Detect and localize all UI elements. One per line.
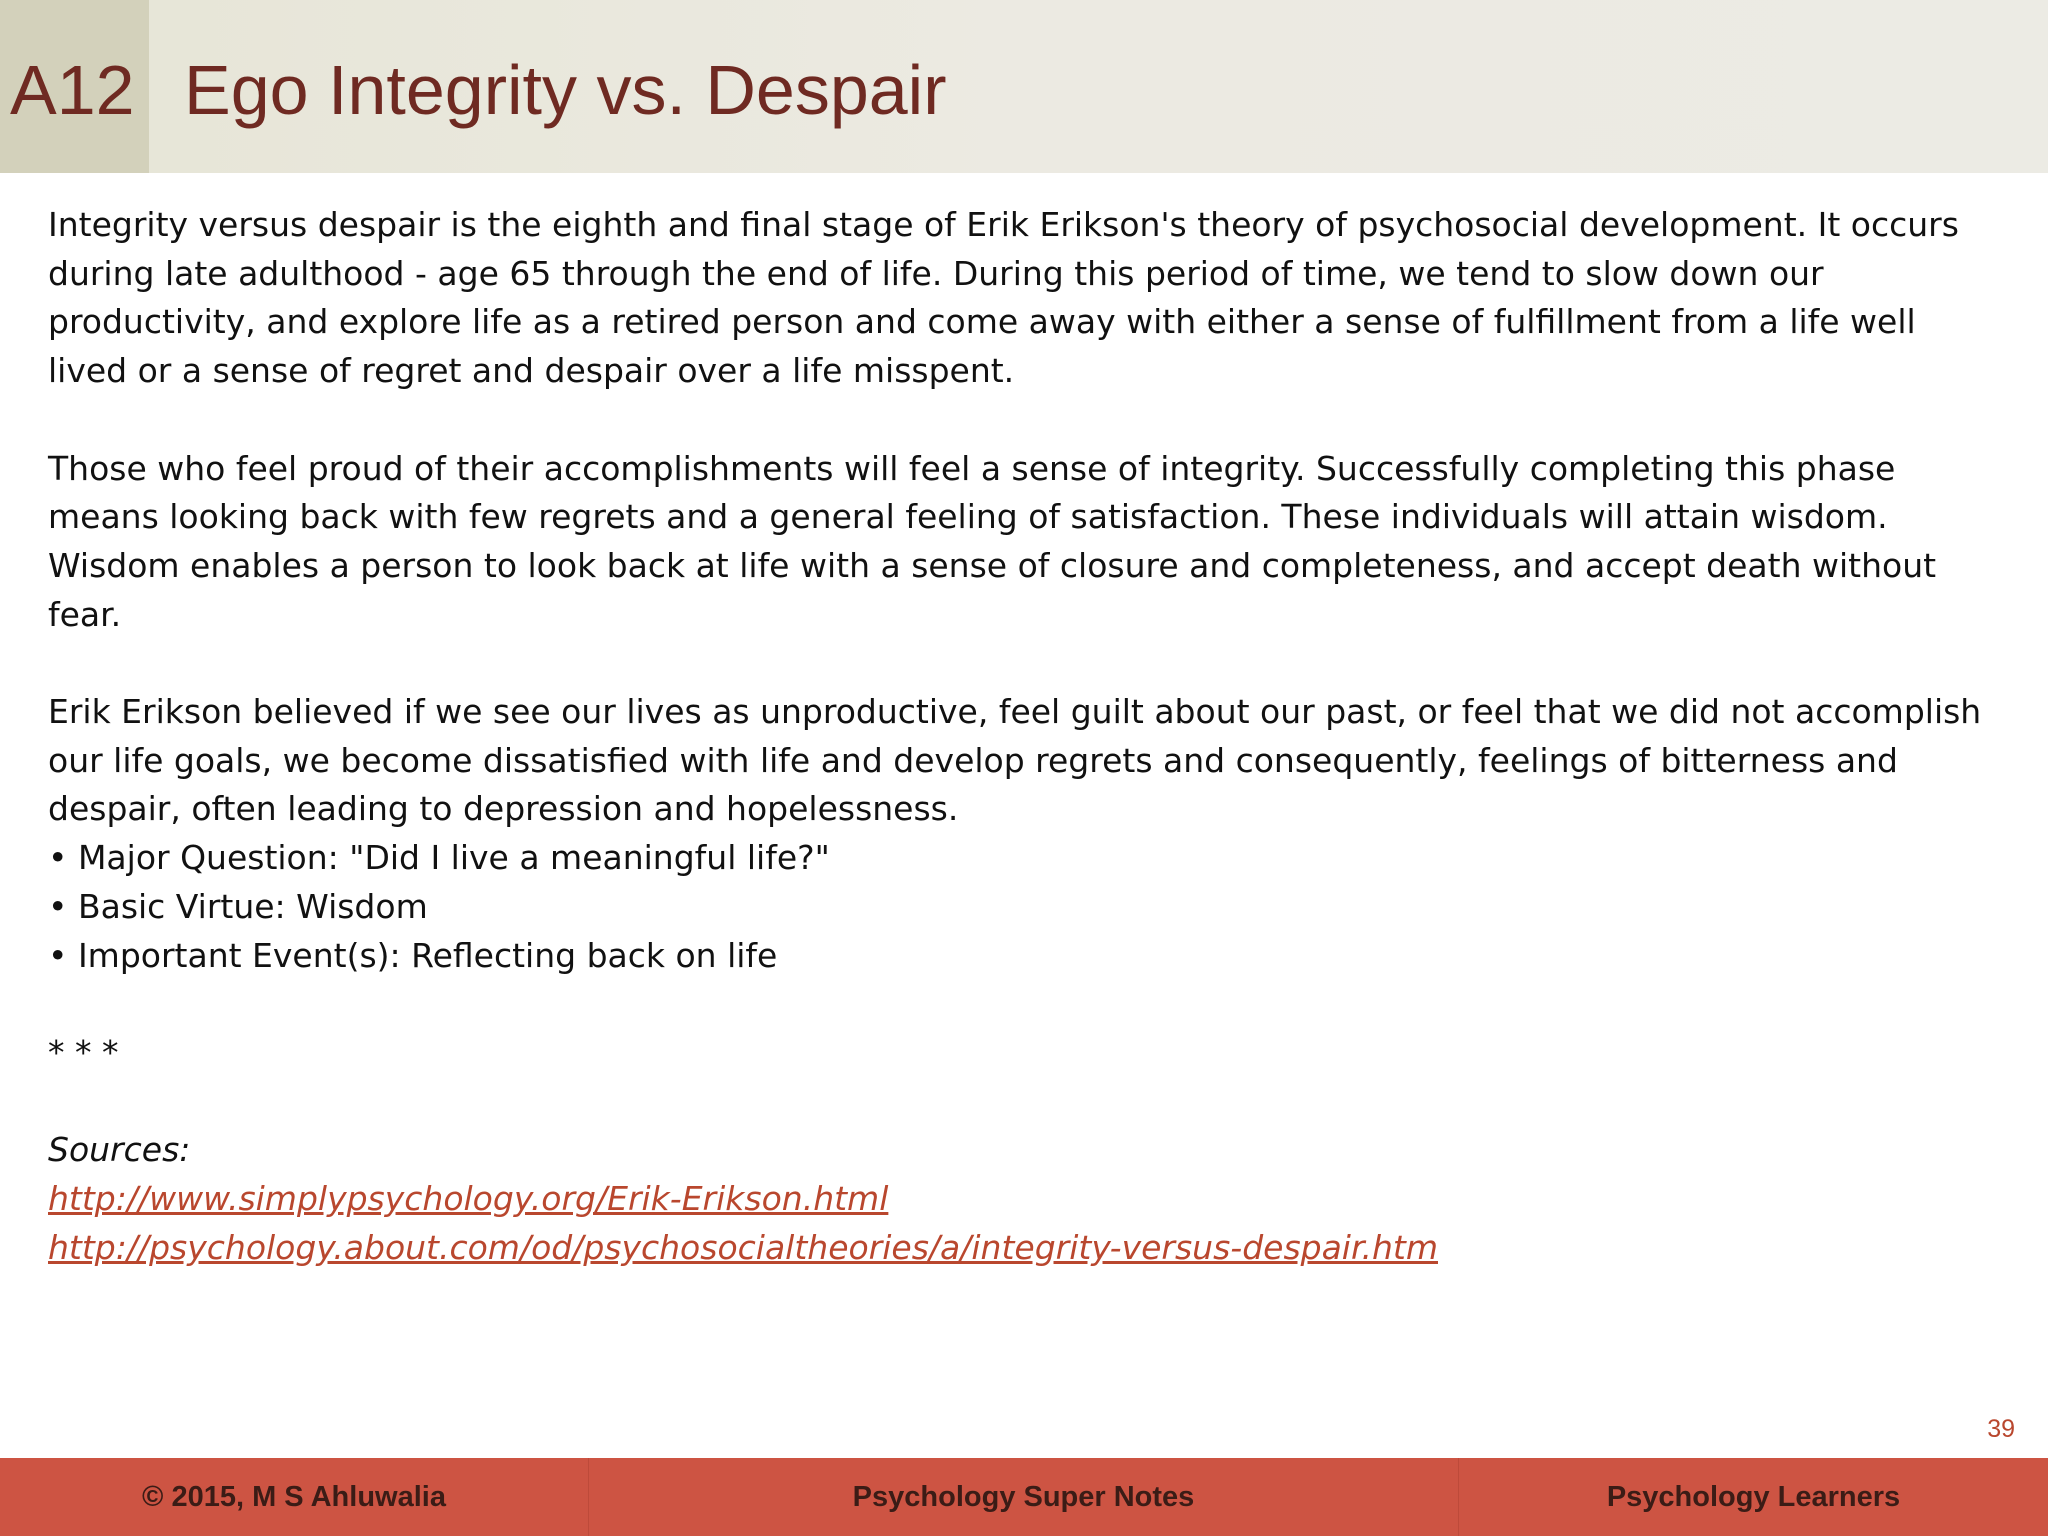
slide-code-box	[0, 0, 149, 173]
slide-code: A12	[10, 51, 135, 129]
separator: * * *	[48, 1032, 119, 1072]
source-link-simplypsychology[interactable]: http://www.simplypsychology.org/Erik-Erikson.html	[48, 1179, 889, 1218]
slide-footer	[0, 1458, 2048, 1536]
body-line: Integrity versus despair is the eighth and final stage of Erik Erikson's theory of psychosocial development. It occurs	[48, 205, 1959, 244]
body-line: productivity, and explore life as a retired person and come away with either a sense of fulfillment from a life well	[48, 302, 1916, 342]
body-line: Those who feel proud of their accomplishments will feel a sense of integrity. Successfully completing this phase	[48, 448, 1896, 488]
body-line: during late adulthood - age 65 through the end of life. During this period of time, we tend to slow down our	[48, 253, 1824, 293]
body-line: Erik Erikson believed if we see our lives as unproductive, feel guilt about our past, or feel that we did not accomplish	[48, 692, 1982, 731]
slide-header	[0, 0, 2048, 173]
footer-organization: Psychology Learners	[1606, 1480, 1901, 1513]
source-link-about-psychology[interactable]: http://psychology.about.com/od/psychosocialtheories/a/integrity-versus-despair.htm	[48, 1227, 1438, 1267]
slide-body	[48, 201, 1998, 1272]
body-line: means looking back with few regrets and a general feeling of satisfaction. These individuals will attain wisdom.	[48, 497, 1888, 537]
bullet-important-event: • Important Event(s): Reflecting back on life	[48, 935, 778, 975]
footer-series-title: Psychology Super Notes	[588, 1458, 1459, 1536]
body-line: Wisdom enables a person to look back at life with a sense of closure and completeness, and accept death without	[48, 545, 1937, 585]
slide-title: Ego Integrity vs. Despair	[184, 51, 947, 129]
body-line: lived or a sense of regret and despair over a life misspent.	[48, 351, 1015, 391]
page-number: 39	[1987, 1415, 2015, 1443]
body-line: despair, often leading to depression and hopelessness.	[48, 789, 959, 829]
body-line: our life goals, we become dissatisfied with life and develop regrets and consequently, feelings of bitterness and	[48, 740, 1898, 780]
sources-label: Sources:	[48, 1130, 191, 1170]
spacer	[48, 980, 1998, 1029]
footer-copyright: © 2015, M S Ahluwalia	[142, 1480, 446, 1513]
spacer	[48, 396, 1998, 445]
spacer	[48, 639, 1998, 688]
spacer	[48, 1078, 1998, 1127]
body-line: fear.	[48, 594, 122, 634]
bullet-basic-virtue: • Basic Virtue: Wisdom	[48, 886, 428, 926]
bullet-major-question: • Major Question: "Did I live a meaningful life?"	[48, 838, 830, 878]
